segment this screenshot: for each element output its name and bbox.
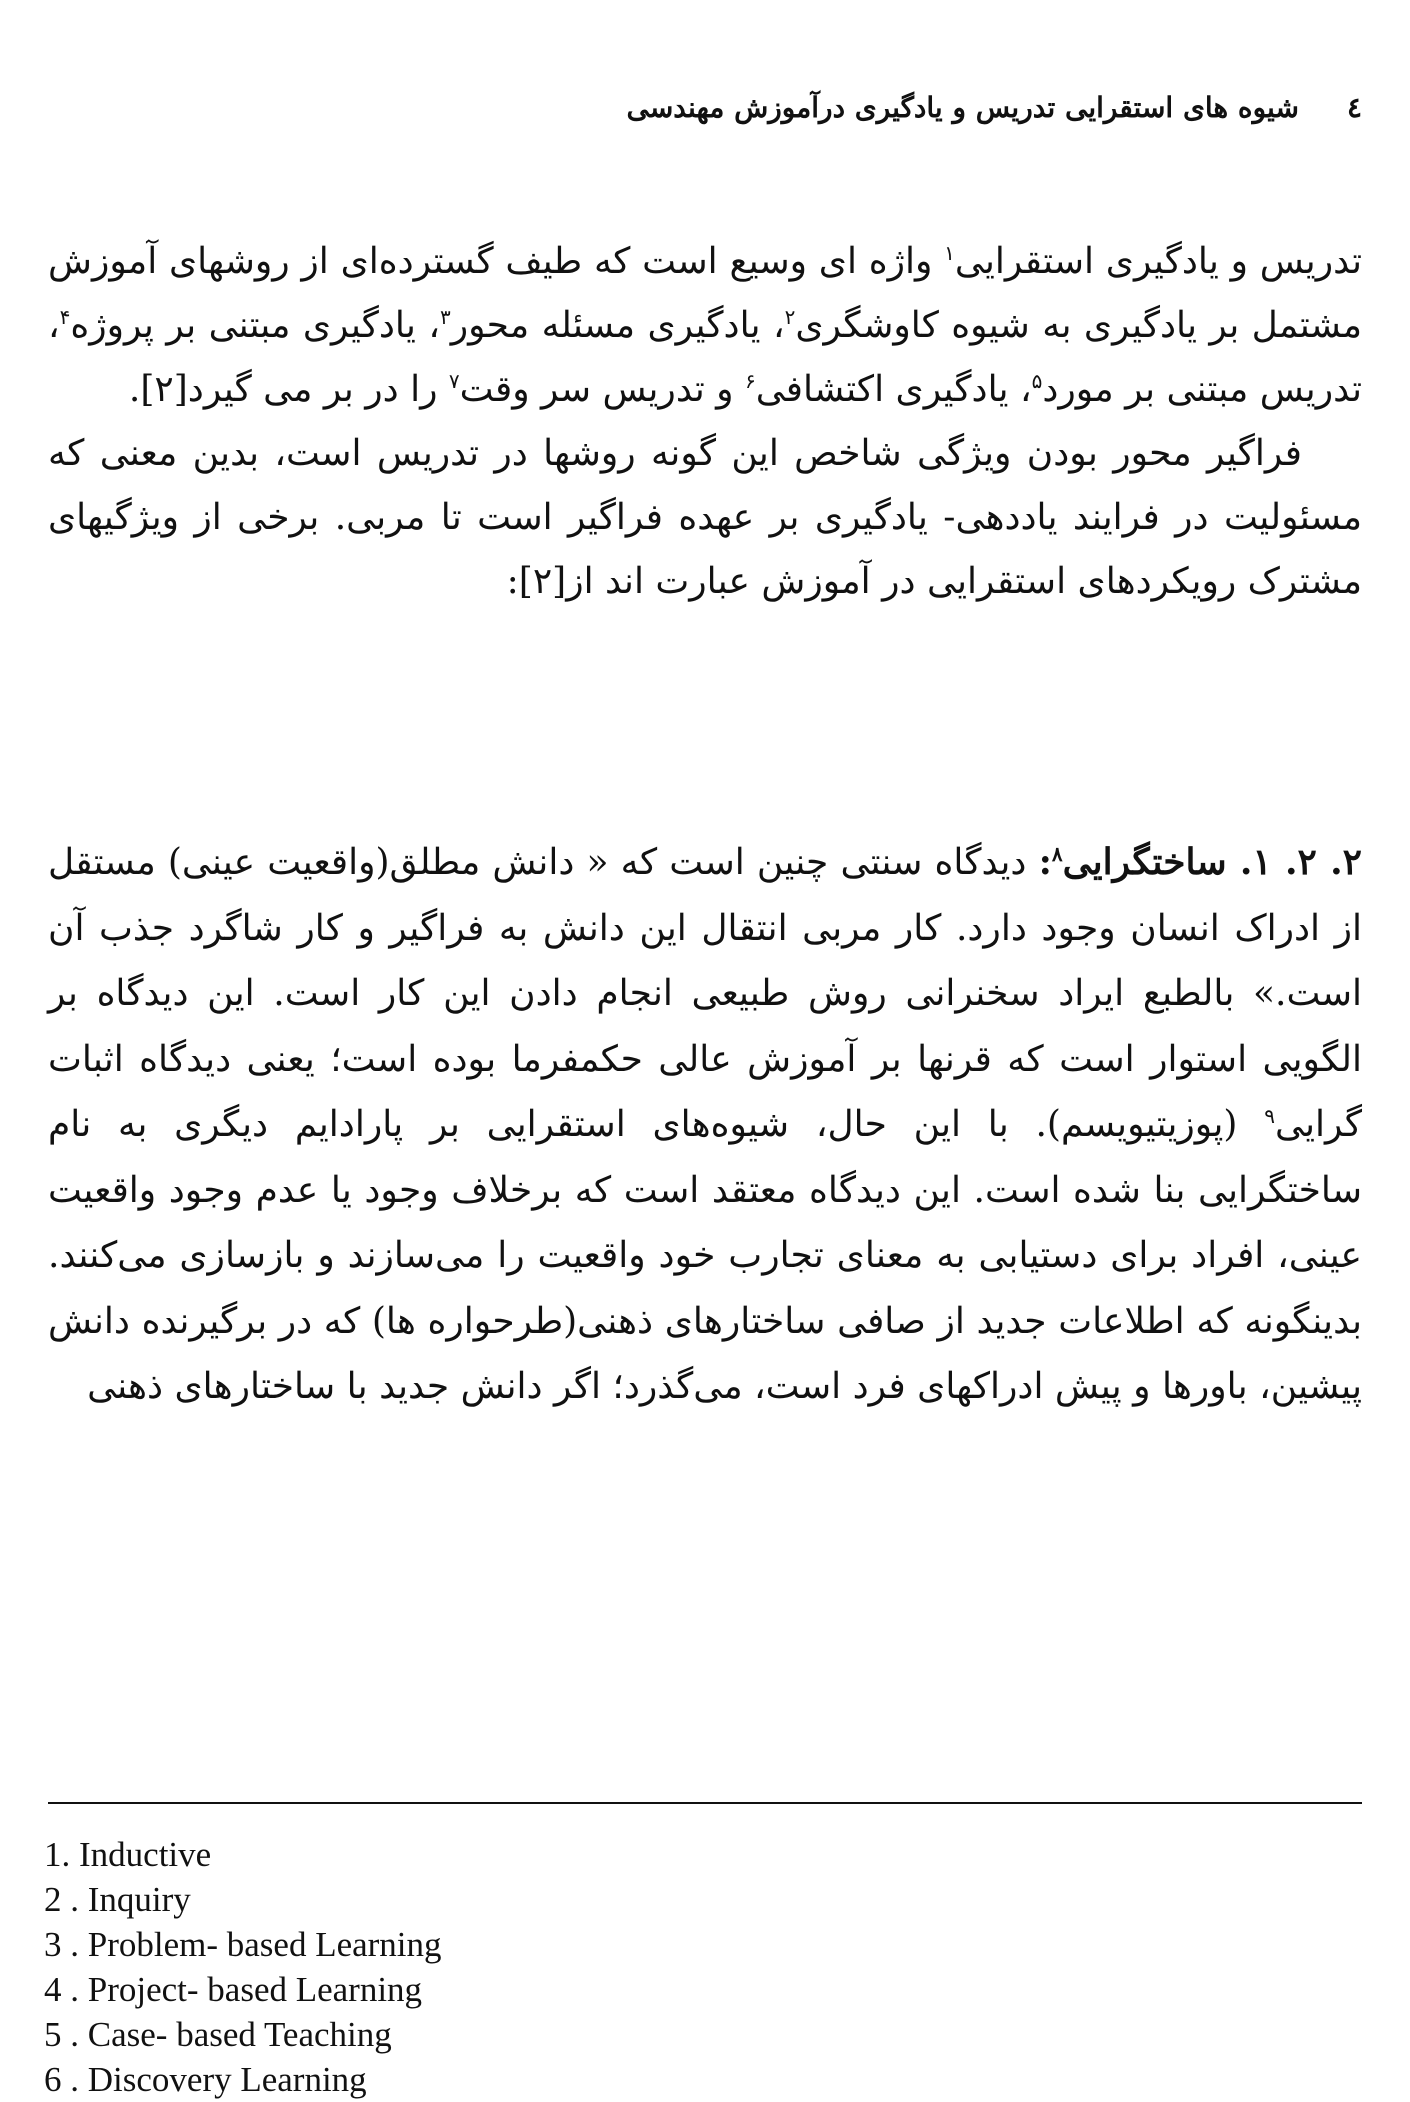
text-run: واژه ای وسیع است که طیف گسترده‌ای از روشهای آموزش مشتمل بر یادگیری به شیوه کاوشگری [48,241,1363,346]
footnote-ref: ۸ [1051,842,1063,866]
section-constructivism [48,830,1362,1420]
section-paragraph [48,830,1362,1420]
page-number: ٤ [1346,91,1362,124]
footnote-item: 3 . Problem- based Learning [44,1925,442,1964]
footnote-item: 2 . Inquiry [44,1880,191,1919]
intro-paragraph-2: فراگیر محور بودن ویژگی شاخص این گونه روشها در تدریس است، بدین معنی که مسئولیت در فرایند یاددهی- یادگیری بر عهده فراگیر است تا مربی. برخی از ویژگیهای مشترک رویکردهای استقرایی در آموزش عبارت اند از[۲]: [48,433,1362,602]
footnote-ref: ۷ [448,369,460,393]
section-heading: ۲. ۲. ۱. ساختگرایی [1062,841,1362,883]
footnote-ref: ۱ [944,241,955,265]
intro-paragraph-1 [48,230,1362,422]
footnote-item: 4 . Project- based Learning [44,1970,423,2009]
text-run: تدریس و یادگیری استقرایی [954,241,1362,282]
footnote-item: 1. Inductive [44,1835,212,1874]
header-title: شیوه های استقرایی تدریس و یادگیری درآموزش مهندسی [626,91,1299,124]
running-header [560,88,1362,128]
text-run: ، یادگیری اکتشافی [755,369,1032,410]
footnotes [44,1832,1362,2102]
footnote-ref: ۴ [59,305,71,329]
footnote-ref: ۵ [1031,369,1043,393]
text-run: ، تدریس مبتنی بر مورد [48,305,1362,410]
footnote-ref: ۶ [745,369,756,393]
intro-text [48,230,1362,614]
footnote-ref: ۳ [439,305,451,329]
text-run: دیدگاه سنتی چنین است که « دانش مطلق(واقعیت عینی) مستقل از ادراک انسان وجود دارد. کار مربی انتقال این دانش به فراگیر و کار شاگرد جذب آن است.» بالطبع ایراد سخنرانی روش طبیعی انجام دادن این کار است. این دیدگاه بر الگویی استوار است که قرنها بر آموزش عالی حکمفرما بوده است؛ یعنی دیدگاه اثبات گرایی [48,842,1362,1145]
text-run: (پوزیتیویسم). با این حال، شیوه‌های استقرایی بر پارادایم دیگری به نام ساختگرایی بنا شده است. این دیدگاه معتقد است که برخلاف وجود یا عدم وجود واقعیت عینی، افراد برای دستیابی به معنای تجارب خود واقعیت را می‌سازند و بازسازی می‌کنند. بدینگونه که اطلاعات جدید از صافی ساختارهای ذهنی(طرحواره ها) که در برگیرنده دانش پیشین، باورها و پیش ادراکهای فرد است، می‌گذرد؛ اگر دانش جدید با ساختارهای ذهنی [48,1104,1362,1407]
footnote-ref: ۲ [784,305,796,329]
footnote-ref: ۹ [1264,1104,1275,1128]
footnote-item: 6 . Discovery Learning [44,2060,367,2099]
text-run: ، یادگیری مبتنی بر پروژه [70,305,440,346]
text-run: ، یادگیری مسئله محور [450,305,785,346]
text-run: و تدریس سر وقت [459,369,746,410]
footnote-divider [48,1802,1362,1804]
footnote-item: 5 . Case- based Teaching [44,2015,392,2054]
text-run: را در بر می گیرد[۲]. [128,369,449,410]
heading-colon: : [1038,841,1052,883]
